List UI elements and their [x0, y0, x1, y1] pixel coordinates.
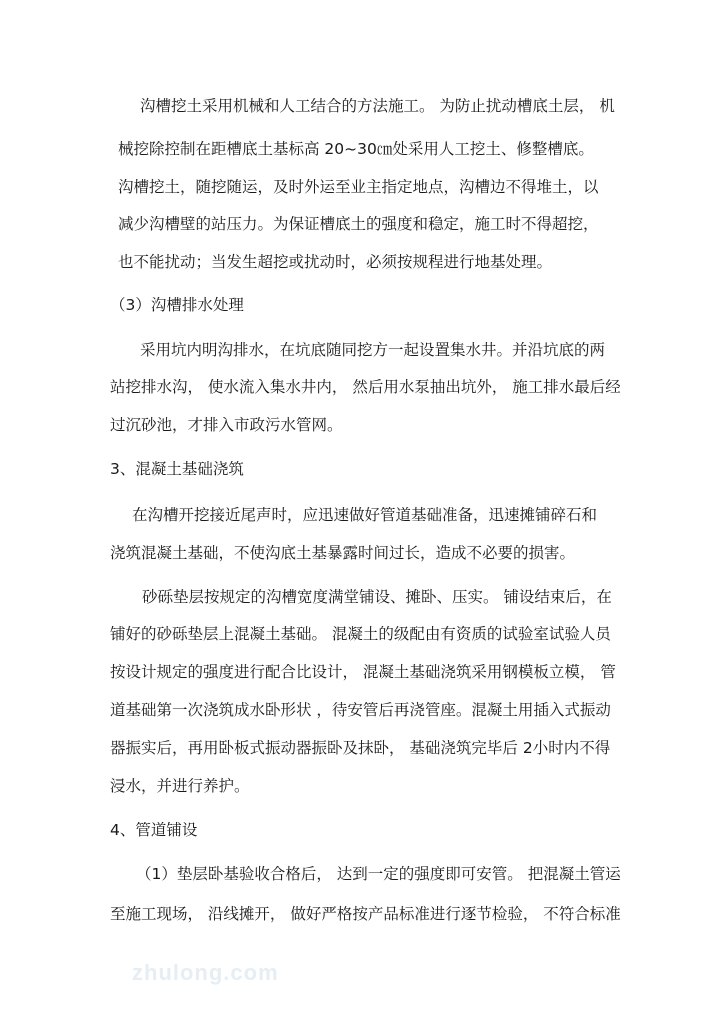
- paragraph-4-line-2: 铺好的砂砾垫层上混凝土基础。 混凝土的级配由有资质的试验室试验人员: [110, 625, 611, 643]
- section-heading-pipe: 4、管道铺设: [110, 821, 198, 839]
- paragraph-3-line-2: 浇筑混凝土基础，不使沟底土基暴露时间过长，造成不必要的损害。: [110, 544, 576, 562]
- paragraph-3-line-1: 在沟槽开挖接近尾声时，应迅速做好管道基础准备，迅速摊铺碎石和: [132, 506, 598, 524]
- paragraph-1-line-3: 沟槽挖土，随挖随运，及时外运至业主指定地点，沟槽边不得堆土，以: [118, 178, 599, 196]
- paragraph-1-line-2: 械挖除控制在距槽底土基标高 20~30㎝处采用人工挖土、修整槽底。: [118, 140, 594, 158]
- paragraph-2-line-1: 采用坑内明沟排水，在坑底随同挖方一起设置集水井。并沿坑底的两: [140, 341, 606, 359]
- paragraph-2-line-3: 过沉砂池，才排入市政污水管网。: [110, 416, 343, 434]
- paragraph-4-line-1: 砂砾垫层按规定的沟槽宽度满堂铺设、摊卧、压实。 铺设结束后，在: [142, 588, 612, 606]
- section-heading-concrete: 3、混凝土基础浇筑: [110, 460, 244, 478]
- paragraph-5-line-2: 至施工现场， 沿线摊开， 做好严格按产品标准进行逐节检验， 不符合标准: [110, 905, 621, 923]
- watermark: zhulong.com: [132, 960, 279, 985]
- paragraph-2-line-2: 站挖排水沟， 使水流入集水井内， 然后用水泵抽出坑外， 施工排水最后经: [110, 378, 621, 396]
- paragraph-4-line-3: 按设计规定的强度进行配合比设计， 混凝土基础浇筑采用钢模板立模， 管: [110, 663, 616, 681]
- paragraph-1-line-1: 沟槽挖土采用机械和人工结合的方法施工。 为防止扰动槽底土层， 机: [140, 97, 615, 115]
- paragraph-4-line-6: 浸水，并进行养护。: [110, 777, 250, 795]
- section-heading-drainage: （3）沟槽排水处理: [110, 296, 244, 314]
- paragraph-5-line-1: （1）垫层卧基验收合格后， 达到一定的强度即可安管。 把混凝土管运: [136, 865, 621, 883]
- paragraph-1-line-4: 减少沟槽壁的站压力。为保证槽底土的强度和稳定，施工时不得超挖，: [118, 215, 599, 233]
- paragraph-4-line-5: 器振实后，再用卧板式振动器振卧及抹卧， 基础浇筑完毕后 2小时内不得: [110, 739, 611, 757]
- paragraph-4-line-4: 道基础第一次浇筑成水卧形状 ，待安管后再浇管座。混凝土用插入式振动: [110, 701, 611, 719]
- paragraph-1-line-5: 也不能扰动；当发生超挖或扰动时，必须按规程进行地基处理。: [118, 253, 553, 271]
